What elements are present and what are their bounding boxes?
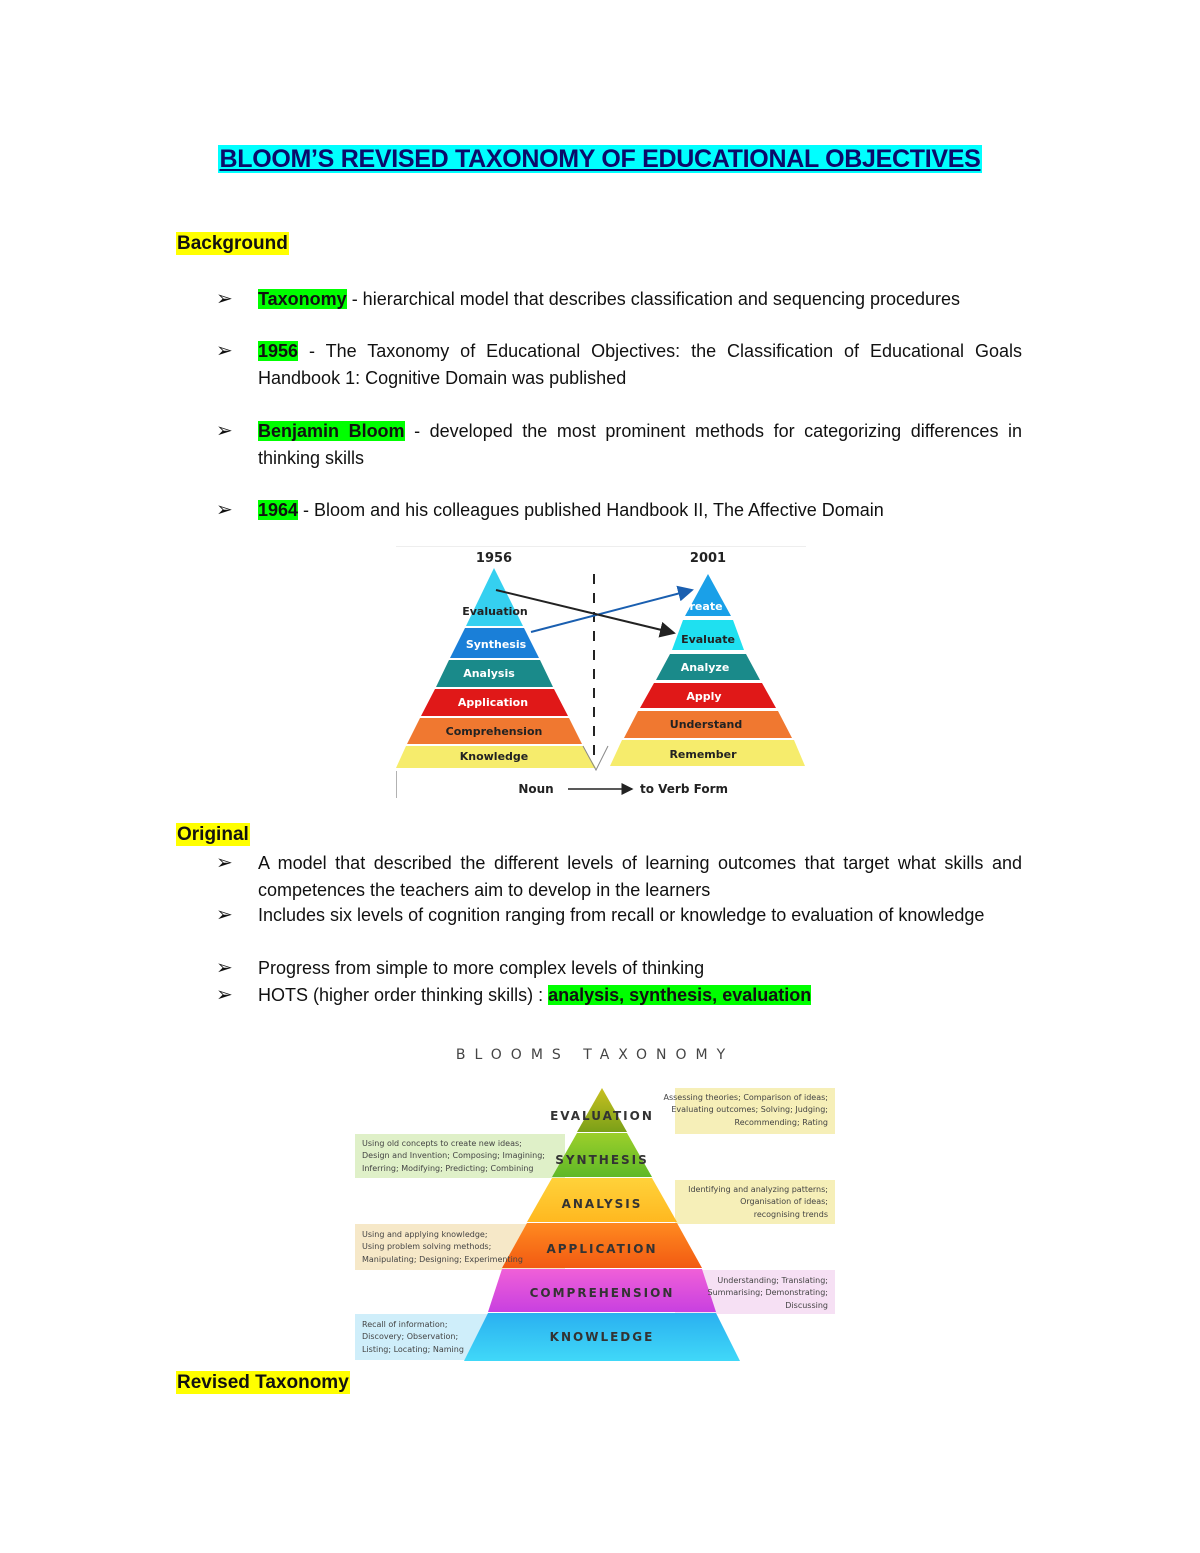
bullet-arrow-icon: ➢ bbox=[216, 852, 233, 874]
note-line: recognising trends bbox=[753, 1210, 828, 1219]
term-definition: - Bloom and his colleagues published Handbook II, The Affective Domain bbox=[298, 500, 884, 520]
level-label: Understand bbox=[669, 718, 743, 731]
note-line: Understanding; Translating; bbox=[717, 1276, 828, 1285]
original-item: Includes six levels of cognition ranging from recall or knowledge to evaluation of knowledge bbox=[258, 905, 985, 925]
note-line: Manipulating; Designing; Experimenting bbox=[362, 1255, 523, 1264]
level-label: Knowledge bbox=[459, 750, 529, 763]
level-label: Analysis bbox=[463, 667, 515, 680]
year-1956-label: 1956 bbox=[475, 551, 513, 566]
note-line: Using old concepts to create new ideas; bbox=[362, 1139, 522, 1148]
noun-label: Noun bbox=[518, 782, 554, 796]
level-label: Analyze bbox=[680, 661, 730, 674]
blooms-taxonomy-figure bbox=[350, 1040, 840, 1365]
background-item bbox=[258, 286, 1022, 313]
note-line: Discussing bbox=[785, 1301, 828, 1310]
level-label: Apply bbox=[686, 690, 722, 703]
level-label: ANALYSIS bbox=[561, 1197, 643, 1211]
note-line: Using and applying knowledge; bbox=[362, 1230, 488, 1239]
term-highlight: 1964 bbox=[258, 500, 299, 520]
page-title-text: BLOOM’S REVISED TAXONOMY OF EDUCATIONAL OBJECTIVES bbox=[219, 145, 981, 173]
bullet-arrow-icon: ➢ bbox=[216, 499, 233, 521]
background-heading bbox=[176, 233, 289, 255]
page-title bbox=[0, 145, 1200, 174]
level-label: Evaluation bbox=[462, 605, 528, 618]
note-line: Listing; Locating; Naming bbox=[362, 1345, 464, 1354]
verb-label: to Verb Form bbox=[640, 782, 728, 796]
original-heading bbox=[176, 824, 250, 846]
bullet-arrow-icon: ➢ bbox=[216, 288, 233, 310]
taxonomy-comparison-figure bbox=[396, 546, 806, 798]
level-label: Application bbox=[457, 696, 529, 709]
level-label: APPLICATION bbox=[546, 1242, 658, 1256]
background-item bbox=[258, 338, 1022, 392]
level-label: Comprehension bbox=[445, 725, 543, 738]
original-item-hots bbox=[258, 982, 1022, 1009]
note-line: Assessing theories; Comparison of ideas; bbox=[663, 1093, 828, 1102]
note-line: Design and Invention; Composing; Imagining; bbox=[362, 1151, 545, 1160]
note-line: Inferring; Modifying; Predicting; Combining bbox=[362, 1164, 534, 1173]
term-highlight: Taxonomy bbox=[258, 289, 347, 309]
term-highlight: Benjamin Bloom bbox=[258, 421, 405, 441]
hots-prefix: HOTS (higher order thinking skills) : bbox=[258, 985, 549, 1005]
note-line: Recall of information; bbox=[362, 1320, 448, 1329]
background-item bbox=[258, 418, 1022, 472]
revised-heading-text: Revised Taxonomy bbox=[177, 1372, 349, 1393]
note-line: Identifying and analyzing patterns; bbox=[688, 1185, 828, 1194]
term-highlight: 1956 bbox=[258, 341, 299, 361]
note-line: Using problem solving methods; bbox=[362, 1242, 492, 1251]
revised-heading bbox=[176, 1372, 350, 1394]
background-item bbox=[258, 497, 1022, 524]
level-label: KNOWLEDGE bbox=[549, 1330, 655, 1344]
year-2001-label: 2001 bbox=[689, 551, 727, 566]
note-line: Organisation of ideas; bbox=[740, 1197, 828, 1206]
bullet-arrow-icon: ➢ bbox=[216, 957, 233, 979]
term-definition: - developed the most prominent methods for categorizing differences in thinking skills bbox=[258, 421, 1023, 468]
level-label: Synthesis bbox=[465, 638, 527, 651]
hots-highlight: analysis, synthesis, evaluation bbox=[548, 985, 812, 1005]
level-label: SYNTHESIS bbox=[555, 1153, 649, 1167]
bullet-arrow-icon: ➢ bbox=[216, 420, 233, 442]
note-line: Recommending; Rating bbox=[734, 1118, 828, 1127]
level-label: Remember bbox=[669, 748, 737, 761]
original-heading-text: Original bbox=[177, 824, 249, 845]
note-line: Discovery; Observation; bbox=[362, 1332, 459, 1341]
bullet-arrow-icon: ➢ bbox=[216, 904, 233, 926]
original-item: A model that described the different levels of learning outcomes that target what skills and competences the teachers aim to develop in the learners bbox=[258, 853, 1022, 900]
note-line: Evaluating outcomes; Solving; Judging; bbox=[671, 1105, 828, 1114]
level-label: COMPREHENSION bbox=[529, 1286, 675, 1300]
note-line: Summarising; Demonstrating; bbox=[707, 1288, 828, 1297]
original-item: Progress from simple to more complex levels of thinking bbox=[258, 958, 705, 978]
level-label: EVALUATION bbox=[550, 1109, 654, 1123]
term-definition: - hierarchical model that describes classification and sequencing procedures bbox=[346, 289, 961, 309]
bullet-arrow-icon: ➢ bbox=[216, 340, 233, 362]
figure2-title: BLOOMS TAXONOMY bbox=[455, 1047, 735, 1063]
background-heading-text: Background bbox=[177, 233, 288, 254]
level-label: Evaluate bbox=[681, 633, 735, 646]
bullet-arrow-icon: ➢ bbox=[216, 984, 233, 1006]
level-label: Create bbox=[681, 600, 723, 613]
term-definition: - The Taxonomy of Educational Objectives: the Classification of Educational Goals Handbook 1: Cognitive Domain was published bbox=[258, 341, 1022, 388]
